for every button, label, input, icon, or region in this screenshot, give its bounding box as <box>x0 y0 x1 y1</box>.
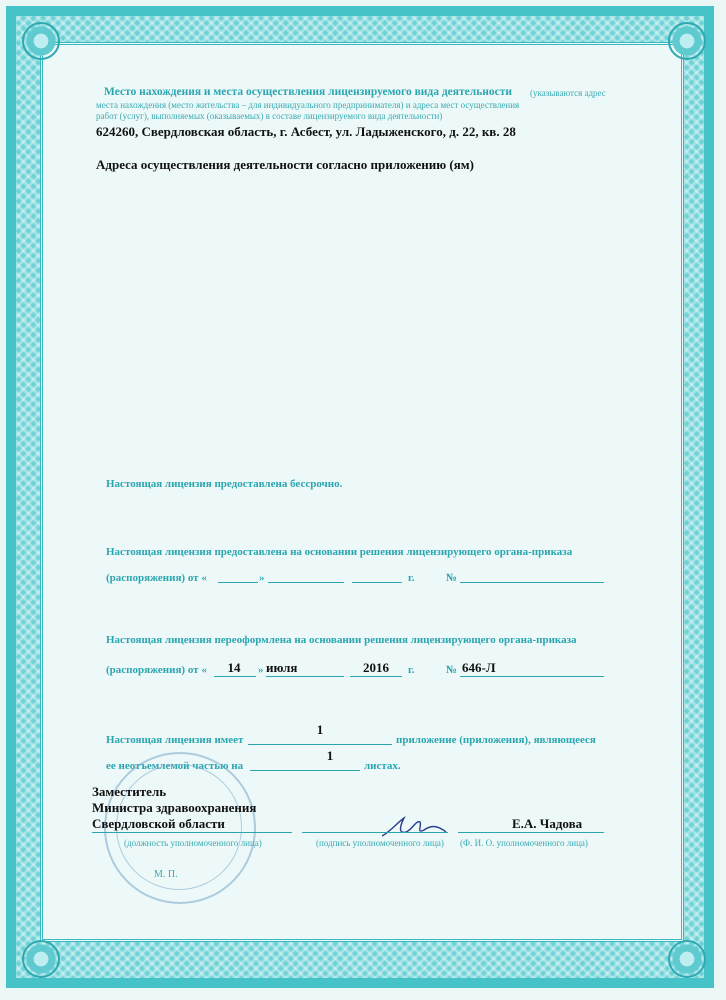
activity-addresses: Адреса осуществления деятельности согласно приложению (ям) <box>96 157 474 172</box>
appendix-prefix: Настоящая лицензия имеет <box>106 734 244 746</box>
section-note: работ (услуг), выполняемых (оказываемых) в составе лицензируемого вида деятельности) <box>96 111 443 121</box>
caption-name: (Ф. И. О. уполномоченного лица) <box>460 838 588 848</box>
section-note: места нахождения (место жительства – для индивидуального предпринимателя) и адреса мест осуществления <box>96 100 520 110</box>
year-suffix: г. <box>408 572 415 584</box>
reissued-year: 2016 <box>363 660 389 675</box>
name-line <box>458 832 604 833</box>
signature-line <box>302 832 448 833</box>
granted-prefix: (распоряжения) от « <box>106 572 207 584</box>
granted-line: Настоящая лицензия предоставлена на основании решения лицензирующего органа-приказа <box>106 546 573 558</box>
section-title: Место нахождения и места осуществления лицензируемого вида деятельности <box>104 86 513 98</box>
granted-year-line <box>352 582 402 583</box>
reissued-day: 14 <box>227 660 241 675</box>
caption-signature: (подпись уполномоченного лица) <box>316 838 444 848</box>
reissued-number-line <box>460 676 604 677</box>
signatory-title: Заместитель <box>92 784 167 799</box>
appendix-suffix2: листах. <box>364 760 401 772</box>
signatory-name: Е.А. Чадова <box>512 816 583 831</box>
appendix-suffix: приложение (приложения), являющееся <box>396 734 596 746</box>
reissued-prefix: (распоряжения) от « <box>106 664 207 676</box>
reissued-day-line <box>214 676 256 677</box>
address: 624260, Свердловская область, г. Асбест, ул. Ладыженского, д. 22, кв. 28 <box>96 124 516 139</box>
signatory-title: Министра здравоохранения <box>92 800 257 815</box>
appendix-count: 1 <box>316 722 324 737</box>
reissued-number: 646-Л <box>462 660 496 675</box>
corner-ornament-icon <box>668 22 706 60</box>
granted-day-line <box>218 582 258 583</box>
corner-ornament-icon <box>22 22 60 60</box>
signatory-title: Свердловской области <box>92 816 225 831</box>
caption-position: (должность уполномоченного лица) <box>124 838 262 848</box>
number-label: № <box>446 664 458 676</box>
reissued-year-line <box>350 676 402 677</box>
quote-close: » <box>258 664 264 676</box>
reissued-line: Настоящая лицензия переоформлена на основании решения лицензирующего органа-приказа <box>106 634 577 646</box>
corner-ornament-icon <box>22 940 60 978</box>
position-line <box>92 832 292 833</box>
number-label: № <box>446 572 458 584</box>
appendix-sheets: 1 <box>326 748 334 763</box>
appendix-prefix2: ее неотъемлемой частью на <box>106 760 244 772</box>
mp-label: М. П. <box>154 869 178 880</box>
granted-month-line <box>268 582 344 583</box>
reissued-month: июля <box>266 660 298 675</box>
appendix-sheets-line <box>250 770 360 771</box>
quote-close: » <box>259 572 265 584</box>
reissued-month-line <box>266 676 344 677</box>
term-text: Настоящая лицензия предоставлена бессрочно. <box>106 478 343 490</box>
granted-number-line <box>460 582 604 583</box>
appendix-count-line <box>248 744 392 745</box>
corner-ornament-icon <box>668 940 706 978</box>
section-note: (указываются адрес <box>530 88 606 98</box>
year-suffix: г. <box>408 664 415 676</box>
